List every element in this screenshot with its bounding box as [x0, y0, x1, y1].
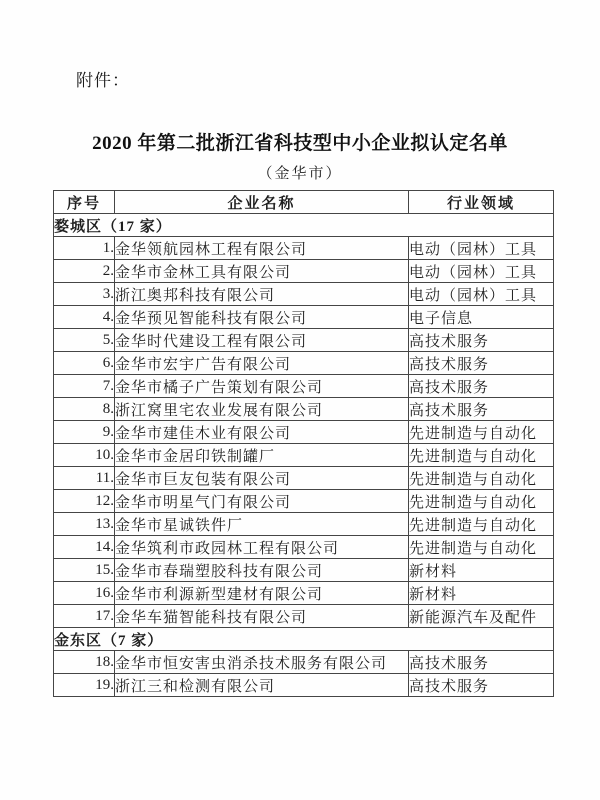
- industry-field: 电动（园林）工具: [409, 283, 554, 306]
- section-header-row: [54, 628, 554, 651]
- industry-field: 先进制造与自动化: [409, 490, 554, 513]
- table-row: [54, 651, 554, 674]
- industry-field: 电子信息: [409, 306, 554, 329]
- industry-field: 新材料: [409, 559, 554, 582]
- row-number: 9.: [54, 421, 115, 444]
- row-number: 16.: [54, 582, 115, 605]
- table-row: [54, 306, 554, 329]
- table-row: [54, 582, 554, 605]
- company-name: 金华筑利市政园林工程有限公司: [115, 536, 409, 559]
- table-row: [54, 513, 554, 536]
- row-number: 15.: [54, 559, 115, 582]
- company-name: 金华预见智能科技有限公司: [115, 306, 409, 329]
- table-row: [54, 329, 554, 352]
- table-row: [54, 260, 554, 283]
- table-header-row: [54, 191, 554, 214]
- table-row: [54, 605, 554, 628]
- table-row: [54, 444, 554, 467]
- table-row: [54, 352, 554, 375]
- industry-field: 先进制造与自动化: [409, 467, 554, 490]
- industry-field: 先进制造与自动化: [409, 513, 554, 536]
- company-name: 金华市橘子广告策划有限公司: [115, 375, 409, 398]
- page-subtitle: （金华市）: [257, 166, 343, 182]
- industry-field: 新材料: [409, 582, 554, 605]
- row-number: 13.: [54, 513, 115, 536]
- company-name: 金华市春瑞塑胶科技有限公司: [115, 559, 409, 582]
- table-row: [54, 375, 554, 398]
- row-number: 1.: [54, 237, 115, 260]
- column-header-name: 企业名称: [115, 191, 409, 214]
- company-name: 金华时代建设工程有限公司: [115, 329, 409, 352]
- company-name: 浙江奥邦科技有限公司: [115, 283, 409, 306]
- company-name: 金华市巨友包装有限公司: [115, 467, 409, 490]
- table-row: [54, 674, 554, 697]
- company-name: 金华市恒安害虫消杀技术服务有限公司: [115, 651, 409, 674]
- row-number: 11.: [54, 467, 115, 490]
- table-row: [54, 559, 554, 582]
- company-name: 金华市建佳木业有限公司: [115, 421, 409, 444]
- industry-field: 新能源汽车及配件: [409, 605, 554, 628]
- row-number: 19.: [54, 674, 115, 697]
- company-name: 金华车猫智能科技有限公司: [115, 605, 409, 628]
- row-number: 10.: [54, 444, 115, 467]
- row-number: 12.: [54, 490, 115, 513]
- industry-field: 高技术服务: [409, 329, 554, 352]
- row-number: 3.: [54, 283, 115, 306]
- industry-field: 先进制造与自动化: [409, 444, 554, 467]
- company-name: 金华市星诚铁件厂: [115, 513, 409, 536]
- company-table: [53, 190, 554, 697]
- row-number: 14.: [54, 536, 115, 559]
- table-row: [54, 467, 554, 490]
- company-name: 金华领航园林工程有限公司: [115, 237, 409, 260]
- company-name: 金华市金居印铁制罐厂: [115, 444, 409, 467]
- company-name: 浙江三和检测有限公司: [115, 674, 409, 697]
- row-number: 4.: [54, 306, 115, 329]
- industry-field: 高技术服务: [409, 674, 554, 697]
- table-row: [54, 421, 554, 444]
- industry-field: 电动（园林）工具: [409, 237, 554, 260]
- row-number: 5.: [54, 329, 115, 352]
- industry-field: 电动（园林）工具: [409, 260, 554, 283]
- column-header-field: 行业领域: [409, 191, 554, 214]
- industry-field: 高技术服务: [409, 651, 554, 674]
- table-row: [54, 283, 554, 306]
- page-title: 2020 年第二批浙江省科技型中小企业拟认定名单: [92, 133, 508, 154]
- row-number: 7.: [54, 375, 115, 398]
- table-row: [54, 398, 554, 421]
- company-name: 金华市宏宇广告有限公司: [115, 352, 409, 375]
- table-row: [54, 237, 554, 260]
- company-name: 金华市金林工具有限公司: [115, 260, 409, 283]
- industry-field: 高技术服务: [409, 398, 554, 421]
- industry-field: 先进制造与自动化: [409, 536, 554, 559]
- row-number: 6.: [54, 352, 115, 375]
- column-header-no: 序号: [54, 191, 115, 214]
- section-header: 婺城区（17 家）: [54, 214, 554, 237]
- section-header-row: [54, 214, 554, 237]
- row-number: 2.: [54, 260, 115, 283]
- row-number: 17.: [54, 605, 115, 628]
- table-row: [54, 490, 554, 513]
- table-row: [54, 536, 554, 559]
- section-header: 金东区（7 家）: [54, 628, 554, 651]
- attachment-label: 附件：: [76, 71, 130, 90]
- company-name: 金华市明星气门有限公司: [115, 490, 409, 513]
- industry-field: 先进制造与自动化: [409, 421, 554, 444]
- company-name: 金华市利源新型建材有限公司: [115, 582, 409, 605]
- row-number: 18.: [54, 651, 115, 674]
- industry-field: 高技术服务: [409, 352, 554, 375]
- industry-field: 高技术服务: [409, 375, 554, 398]
- company-name: 浙江窝里宅农业发展有限公司: [115, 398, 409, 421]
- row-number: 8.: [54, 398, 115, 421]
